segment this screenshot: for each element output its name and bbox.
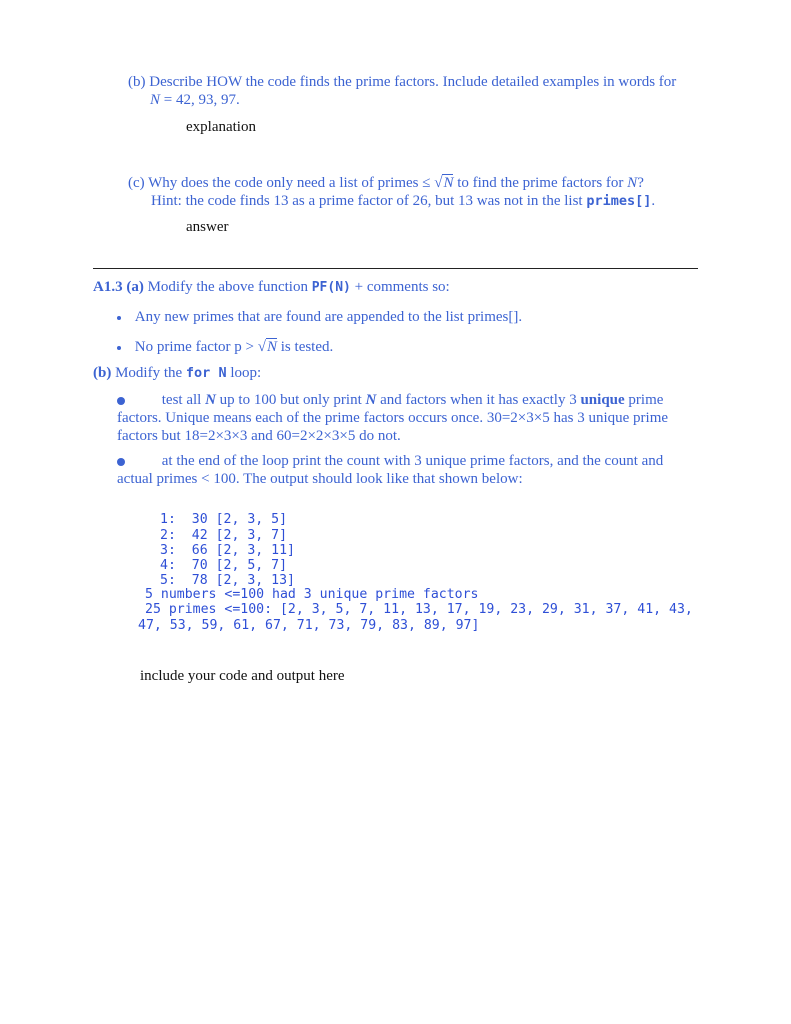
n-variable: N [365,392,377,408]
bullet-3-text: test all [161,392,206,408]
bullet-4-line-2: actual primes < 100. The output should look like that shown below: [117,471,523,487]
bullet-icon [117,397,125,405]
part-c-line1a: Why does the code only need a list of primes ≤ [148,175,435,191]
bullet-3-text-d: prime [624,392,664,408]
sqrt-radicand: N [443,175,454,191]
function-name: PF(N) [311,280,351,295]
part-c-label: (c) [128,175,145,191]
explanation-placeholder[interactable]: explanation [186,119,256,135]
part-c-hint [151,192,655,210]
for-variable: N [210,365,227,381]
bullet-3-text-c: and factors when it has exactly 3 [376,392,581,408]
part-b-question [128,73,676,91]
part-b-loop-end: loop: [226,365,262,381]
bullet-4-text: at the end of the loop print the count with 3 unique prime factors, and the count and [161,453,664,469]
bullet-item-1 [117,308,522,326]
output-primes-line-1: 25 primes <=100: [2, 3, 5, 7, 11, 13, 17, 19, 23, 29, 31, 37, 41, 43, [145,602,693,617]
bullet-icon [117,458,125,466]
sqrt-n [434,174,453,192]
part-c-line1b: to find the prime factors for [453,175,628,191]
n-variable: N [205,392,216,408]
sqrt-symbol: √ [257,339,266,355]
unique-emphasis: unique [580,392,625,408]
a13-intro-text: Modify the above function [143,279,312,295]
part-b-loop-text: Modify the [111,365,186,381]
output-line: 1: 30 [2, 3, 5] [160,512,288,527]
hint-end: . [651,193,656,209]
sqrt-symbol: √ [434,175,443,191]
hint-code: primes[] [586,193,652,209]
bullet-3-text-b: up to 100 but only print [215,392,366,408]
part-c-line1-end: ? [637,175,644,191]
output-line: 4: 70 [2, 5, 7] [160,558,288,573]
a13-intro [93,278,450,297]
bullet-item-3 [117,391,663,409]
for-keyword: for [185,365,211,381]
bullet-icon [117,346,121,350]
sqrt-n [258,338,277,356]
a13-intro-end: + comments so: [350,279,450,295]
section-divider [93,268,698,269]
bullet-icon [117,316,121,320]
bullet-3-line-2: factors. Unique means each of the prime factors occurs once. 30=2×3×5 has 3 unique prime [117,410,669,426]
part-b-loop-label: (b) [93,365,112,381]
part-b-loop [93,364,261,382]
bullet-3-line-3: factors but 18=2×3×3 and 60=2×2×3×5 do not. [117,428,401,444]
output-summary: 5 numbers <=100 had 3 unique prime factors [145,587,479,602]
output-line: 3: 66 [2, 3, 11] [160,543,295,558]
bullet-2-end: is tested. [277,339,334,355]
hint-text: Hint: the code finds 13 as a prime factor of 26, but 13 was not in the list [151,193,587,209]
a13-heading: A1.3 (a) [93,279,144,295]
answer-placeholder[interactable]: answer [186,219,229,235]
output-line: 5: 78 [2, 3, 13] [160,573,295,588]
output-primes-line-2: 47, 53, 59, 61, 67, 71, 73, 79, 83, 89, 97] [138,618,480,633]
part-c-question [128,174,644,192]
n-values-text: = 42, 93, 97. [160,92,240,108]
part-b-line1: Describe HOW the code finds the prime factors. Include detailed examples in words for [149,74,677,90]
n-variable: N [627,175,638,191]
bullet-1-text: Any new primes that are found are appended to the list primes[]. [134,309,523,325]
bullet-2-text: No prime factor p > [134,339,258,355]
n-variable: N [150,92,161,108]
output-line: 2: 42 [2, 3, 7] [160,528,288,543]
sqrt-radicand: N [267,339,278,355]
bullet-item-2 [117,338,333,356]
code-output-placeholder[interactable]: include your code and output here [140,668,345,684]
part-b-label: (b) [128,74,146,90]
bullet-item-4 [117,452,663,470]
part-b-n-values [150,91,240,109]
